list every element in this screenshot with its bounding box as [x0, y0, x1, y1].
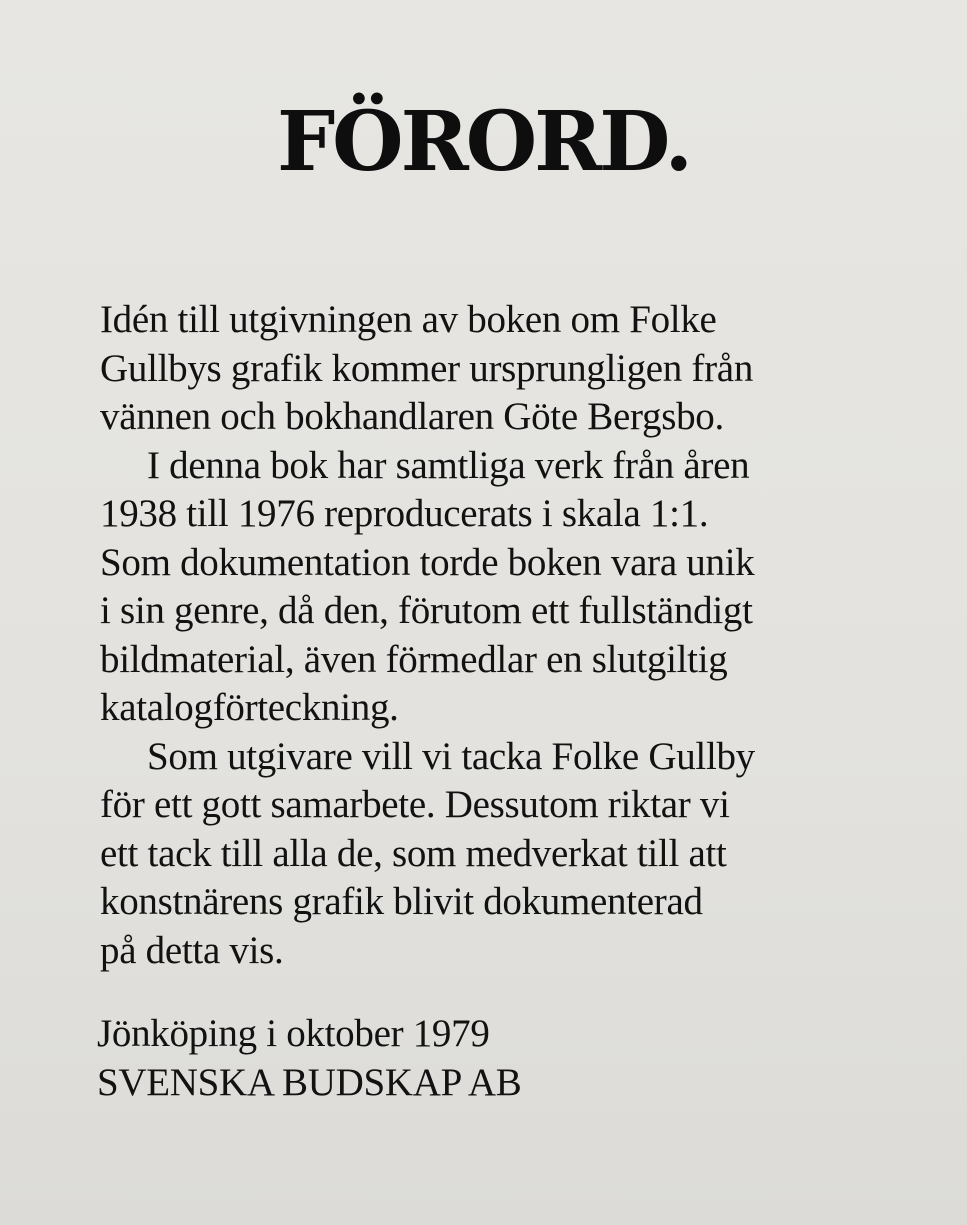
foreword-line: 1938 till 1976 reproducerats i skala 1:1.	[100, 492, 709, 535]
foreword-line: i sin genre, då den, förutom ett fullständigt	[100, 589, 753, 632]
foreword-line: Gullbys grafik kommer ursprungligen från	[100, 346, 754, 390]
foreword-line: bildmaterial, även förmedlar en slutgiltig	[100, 637, 728, 681]
signature-block	[97, 1010, 937, 1107]
foreword-line: vännen och bokhandlaren Göte Bergsbo.	[100, 395, 724, 438]
foreword-line: för ett gott samarbete. Dessutom riktar vi	[100, 783, 730, 826]
foreword-text	[100, 296, 940, 975]
foreword-line: på detta vis.	[100, 928, 284, 972]
foreword-line: Som utgivare vill vi tacka Folke Gullby	[147, 734, 755, 778]
place-date: Jönköping i oktober 1979	[97, 1012, 490, 1055]
foreword-line: ett tack till alla de, som medverkat till att	[100, 831, 727, 875]
foreword-line: I denna bok har samtliga verk från åren	[147, 443, 750, 487]
foreword-line: Idén till utgivningen av boken om Folke	[100, 298, 717, 341]
publisher-name: SVENSKA BUDSKAP AB	[97, 1060, 522, 1104]
foreword-line: katalogförteckning.	[100, 686, 399, 729]
foreword-line: konstnärens grafik blivit dokumenterad	[100, 880, 703, 923]
page-title: FÖRORD.	[276, 94, 691, 190]
foreword-line: Som dokumentation torde boken vara unik	[100, 540, 755, 584]
